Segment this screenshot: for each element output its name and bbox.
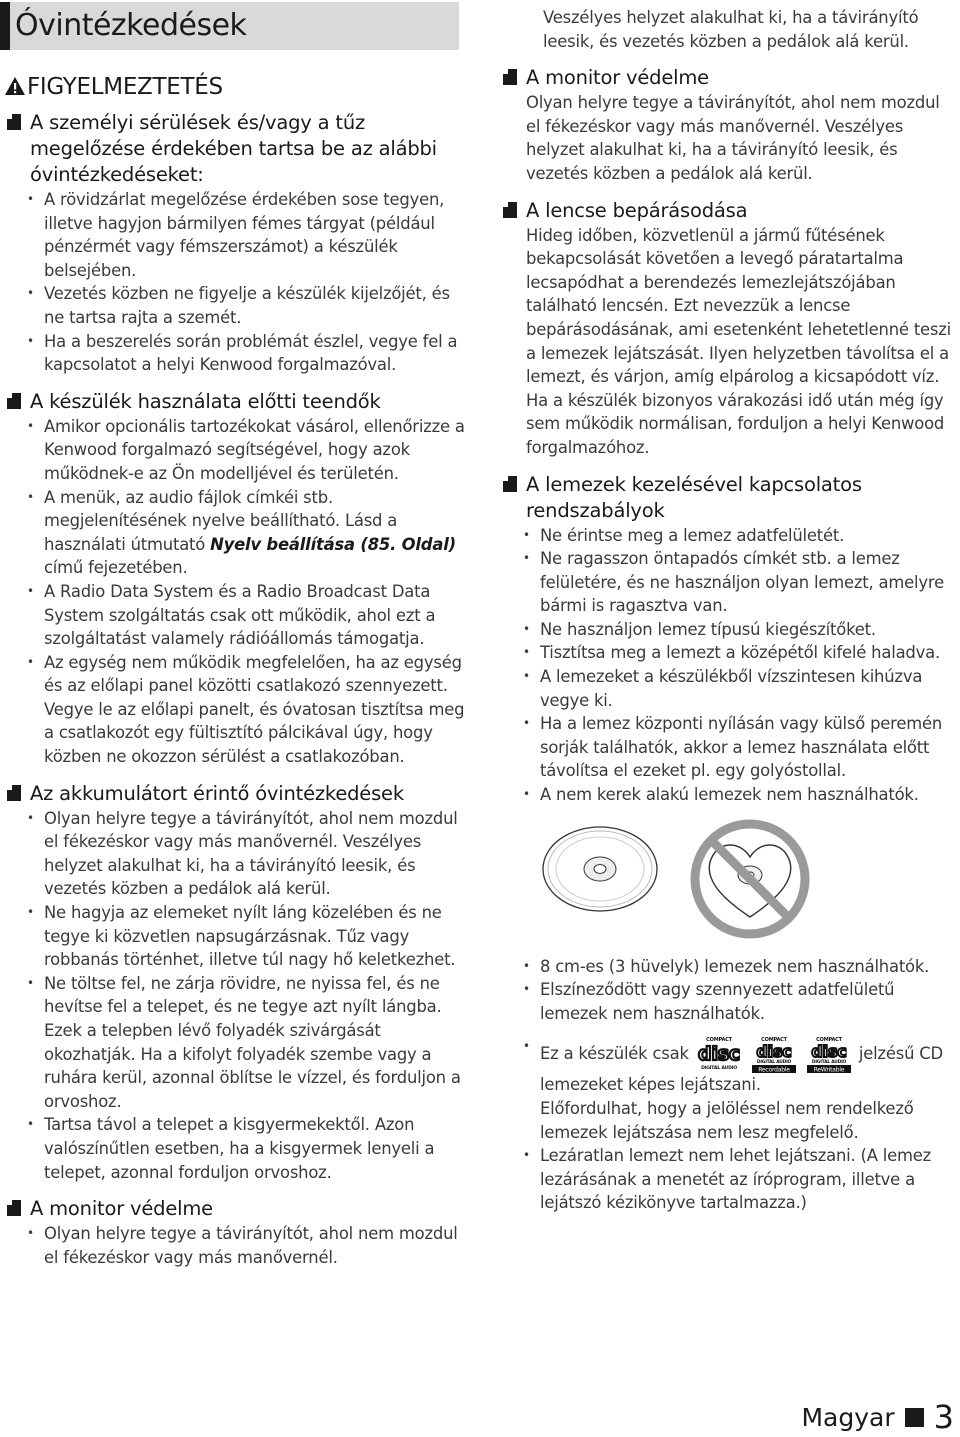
list-item: • Ne használjon lemez típusú kiegészítőket. bbox=[500, 618, 958, 642]
title-bar bbox=[0, 2, 459, 50]
section-heading: A személyi sérülések és/vagy a tűz megelőzése érdekében tartsa be az alábbi óvintézkedéseket: bbox=[4, 110, 466, 188]
section-battery bbox=[4, 781, 466, 1185]
section-heading: A monitor védelme bbox=[4, 1196, 466, 1222]
list-item: • A Radio Data System és a Radio Broadcast Data System szolgáltatás csak ott működik, ahol ezt a szolgáltatást valamely rádióállomás támogatja. bbox=[4, 580, 466, 651]
list-item: • 8 cm-es (3 hüvelyk) lemezek nem használhatók. bbox=[500, 955, 958, 979]
bullet-list bbox=[500, 524, 958, 807]
list-item: • Tartsa távol a telepet a kisgyermekektől. Azon valószínűtlen esetben, ha a kisgyermek lenyeli a telepet, azonnal forduljon orvoshoz. bbox=[4, 1113, 466, 1184]
svg-text:disc: disc bbox=[756, 1042, 792, 1062]
section-discs bbox=[500, 472, 958, 1215]
list-item: • Tisztítsa meg a lemezt a középétől kifelé haladva. bbox=[500, 641, 958, 665]
svg-text:disc: disc bbox=[697, 1043, 740, 1066]
footer-square-icon bbox=[905, 1408, 924, 1427]
bullet-list bbox=[4, 1222, 466, 1269]
svg-text:Recordable: Recordable bbox=[758, 1066, 790, 1074]
section-marker-icon bbox=[7, 393, 21, 409]
svg-text:COMPACT: COMPACT bbox=[705, 1037, 732, 1044]
section-heading: A készülék használata előtti teendők bbox=[4, 389, 466, 415]
list-item: • Ne ragasszon öntapadós címkét stb. a lemez felületére, és ne használjon olyan lemezt, amelyre bármi is ragasztva van. bbox=[500, 547, 958, 618]
list-item-note: Előfordulhat, hogy a jelöléssel nem rendelkező lemezek lejátszása nem lesz megfelelő. bbox=[540, 1099, 914, 1142]
section-heading: A monitor védelme bbox=[500, 65, 958, 91]
section-marker-icon bbox=[7, 114, 21, 130]
svg-text:COMPACT: COMPACT bbox=[760, 1037, 787, 1044]
section-heading: A lencse bepárásodása bbox=[500, 198, 958, 224]
section-before-use bbox=[4, 389, 466, 769]
section-monitor-left bbox=[4, 1196, 466, 1269]
prohibited-heart-disc-icon bbox=[690, 819, 810, 943]
list-item: • Olyan helyre tegye a távirányítót, ahol nem mozdul el fékezéskor vagy más manővernél. bbox=[4, 1222, 466, 1269]
list-item: • Ha a lemez központi nyílásán vagy külső peremén sorják találhatók, akkor a lemez használata előtt távolítsa el ezeket pl. egy golyóstollal. bbox=[500, 712, 958, 783]
list-item: • Lezáratlan lemezt nem lehet lejátszani. (A lemez lezárásának a menetét az íróprogram, illetve a lejátszó kézikönyve tartalmazza.) bbox=[500, 1144, 958, 1215]
section-lens bbox=[500, 198, 958, 460]
section-marker-icon bbox=[7, 785, 21, 801]
section-heading: A lemezek kezelésével kapcsolatos rendszabályok bbox=[500, 472, 958, 524]
section-marker-icon bbox=[503, 202, 517, 218]
section-marker-icon bbox=[503, 69, 517, 85]
bullet-list bbox=[4, 415, 466, 769]
continuation-text: Veszélyes helyzet alakulhat ki, ha a távirányító leesik, és vezetés közben a pedálok alá kerül. bbox=[543, 8, 919, 51]
svg-text:disc: disc bbox=[811, 1042, 847, 1062]
bullet-list bbox=[500, 955, 958, 1215]
section-marker-icon bbox=[503, 476, 517, 492]
compact-disc-logo-icon bbox=[696, 1035, 742, 1073]
bullet-list bbox=[4, 188, 466, 377]
section-monitor bbox=[500, 65, 958, 185]
warning-heading bbox=[4, 72, 466, 104]
left-column bbox=[4, 72, 466, 1269]
paragraph: Olyan helyre tegye a távirányítót, ahol nem mozdul el fékezéskor vagy más manővernél. Veszélyes helyzet alakulhat ki, ha a távirányító leesik, és vezetés közben a pedálok alá kerül. bbox=[526, 93, 940, 183]
list-item: • Ez a készülék csak COMPACT disc DIGITAL AUDIO COMPACT disc DIGITAL AUDIO Recordable COMPACT disc DIGITAL AUDIO ReWritable jelzésű CD lemezeket képes lejátszani. bbox=[500, 1035, 958, 1097]
compact-disc-recordable-logo-icon bbox=[751, 1035, 797, 1073]
svg-text:DIGITAL AUDIO: DIGITAL AUDIO bbox=[756, 1060, 791, 1066]
svg-text:COMPACT: COMPACT bbox=[816, 1037, 842, 1044]
section-injury bbox=[4, 110, 466, 377]
list-item: • Amikor opcionális tartozékokat vásárol, ellenőrizze a Kenwood forgalmazó segítségével, hogy azok működnek-e az Ön modelljével és területén. bbox=[4, 415, 466, 486]
paragraph: Hideg időben, közvetlenül a jármű fűtésének bekapcsolását követően a levegő páratartalma lecsapódhat a berendezés lemezlejátszójában található lencsén. Ezt nevezzük a lencse bepárásodásának, ami esetenként lehetetlenné teszi a lemezek lejátszását. Ilyen helyzetben távolítsa el a lemezt, és várjon, amíg elpárolog a kicsapódott víz. Ha a készülék bizonyos várakozási idő után még így sem működik normálisan, forduljon a helyi Kenwood forgalmazóhoz. bbox=[526, 225, 952, 457]
list-item: • A menük, az audio fájlok címkéi stb. megjelenítésének nyelve beállítható. Lásd a használati útmutató Nyelv beállítása (85. Oldal) című fejezetében. bbox=[4, 486, 466, 580]
list-item: • A nem kerek alakú lemezek nem használhatók. bbox=[500, 783, 958, 807]
disc-illustrations bbox=[500, 819, 958, 943]
list-item: • A lemezeket a készülékből vízszintesen kihúzva vegye ki. bbox=[500, 665, 958, 712]
section-marker-icon bbox=[7, 1200, 21, 1216]
section-heading: Az akkumulátort érintő óvintézkedések bbox=[4, 781, 466, 807]
page-footer bbox=[801, 1398, 954, 1436]
language-settings-link[interactable]: Nyelv beállítása (85. Oldal) bbox=[210, 534, 456, 554]
list-item: • Ne hagyja az elemeket nyílt láng közelében és ne tegye ki közvetlen napsugárzásnak. Tűz vagy robbanás történhet, illetve túl nagy hő keletkezhet. bbox=[4, 901, 466, 972]
list-item: • Ne érintse meg a lemez adatfelületét. bbox=[500, 524, 958, 548]
list-item: • Az egység nem működik megfelelően, ha az egység és az előlapi panel közötti csatlakozó szennyezett. Vegye le az előlapi panelt, és óvatosan tisztítsa meg a csatlakozót egy fültisztító pálcikával úgy, hogy közben ne okozzon sérülést a csatlakozóban. bbox=[4, 651, 466, 769]
page-number: 3 bbox=[933, 1398, 954, 1436]
list-item: • Elszíneződött vagy szennyezett adatfelületű lemezek nem használhatók. bbox=[500, 978, 958, 1025]
svg-text:DIGITAL AUDIO: DIGITAL AUDIO bbox=[811, 1060, 846, 1066]
list-item: • A rövidzárlat megelőzése érdekében sose tegyen, illetve hagyjon bármilyen fémes tárgyat (például pénzérmét vagy fémszerszámot) a készülék belsejében. bbox=[4, 188, 466, 282]
page-title: Óvintézkedések bbox=[15, 8, 247, 43]
list-item: • Ha a beszerelés során problémát észlel, vegye fel a kapcsolatot a helyi Kenwood forgalmazóval. bbox=[4, 330, 466, 377]
warning-heading-text: FIGYELMEZTETÉS bbox=[27, 74, 223, 100]
bullet-list bbox=[4, 807, 466, 1185]
list-item: • Olyan helyre tegye a távirányítót, ahol nem mozdul el fékezéskor vagy más manővernél. Veszélyes helyzet alakulhat ki, ha a távirányító leesik, és vezetés közben a pedálok alá kerül. bbox=[4, 807, 466, 901]
svg-text:DIGITAL AUDIO: DIGITAL AUDIO bbox=[700, 1066, 737, 1072]
round-disc-icon bbox=[540, 819, 660, 943]
warning-triangle-icon bbox=[4, 74, 26, 104]
right-column bbox=[500, 6, 958, 1215]
compact-disc-rewritable-logo-icon bbox=[806, 1035, 852, 1073]
svg-text:ReWritable: ReWritable bbox=[813, 1066, 845, 1074]
footer-language: Magyar bbox=[801, 1402, 895, 1432]
list-item: • Vezetés közben ne figyelje a készülék kijelzőjét, és ne tartsa rajta a szemét. bbox=[4, 282, 466, 329]
list-item: • Ne töltse fel, ne zárja rövidre, ne nyissa fel, és ne hevítse fel a telepet, és ne tegye azt nyílt lángba. Ezek a telepben lévő folyadék szivárgását okozhatják. Ha a kifolyt folyadék szembe vagy a ruhára kerül, azonnal öblítse le vízzel, és forduljon a orvoshoz. bbox=[4, 972, 466, 1114]
